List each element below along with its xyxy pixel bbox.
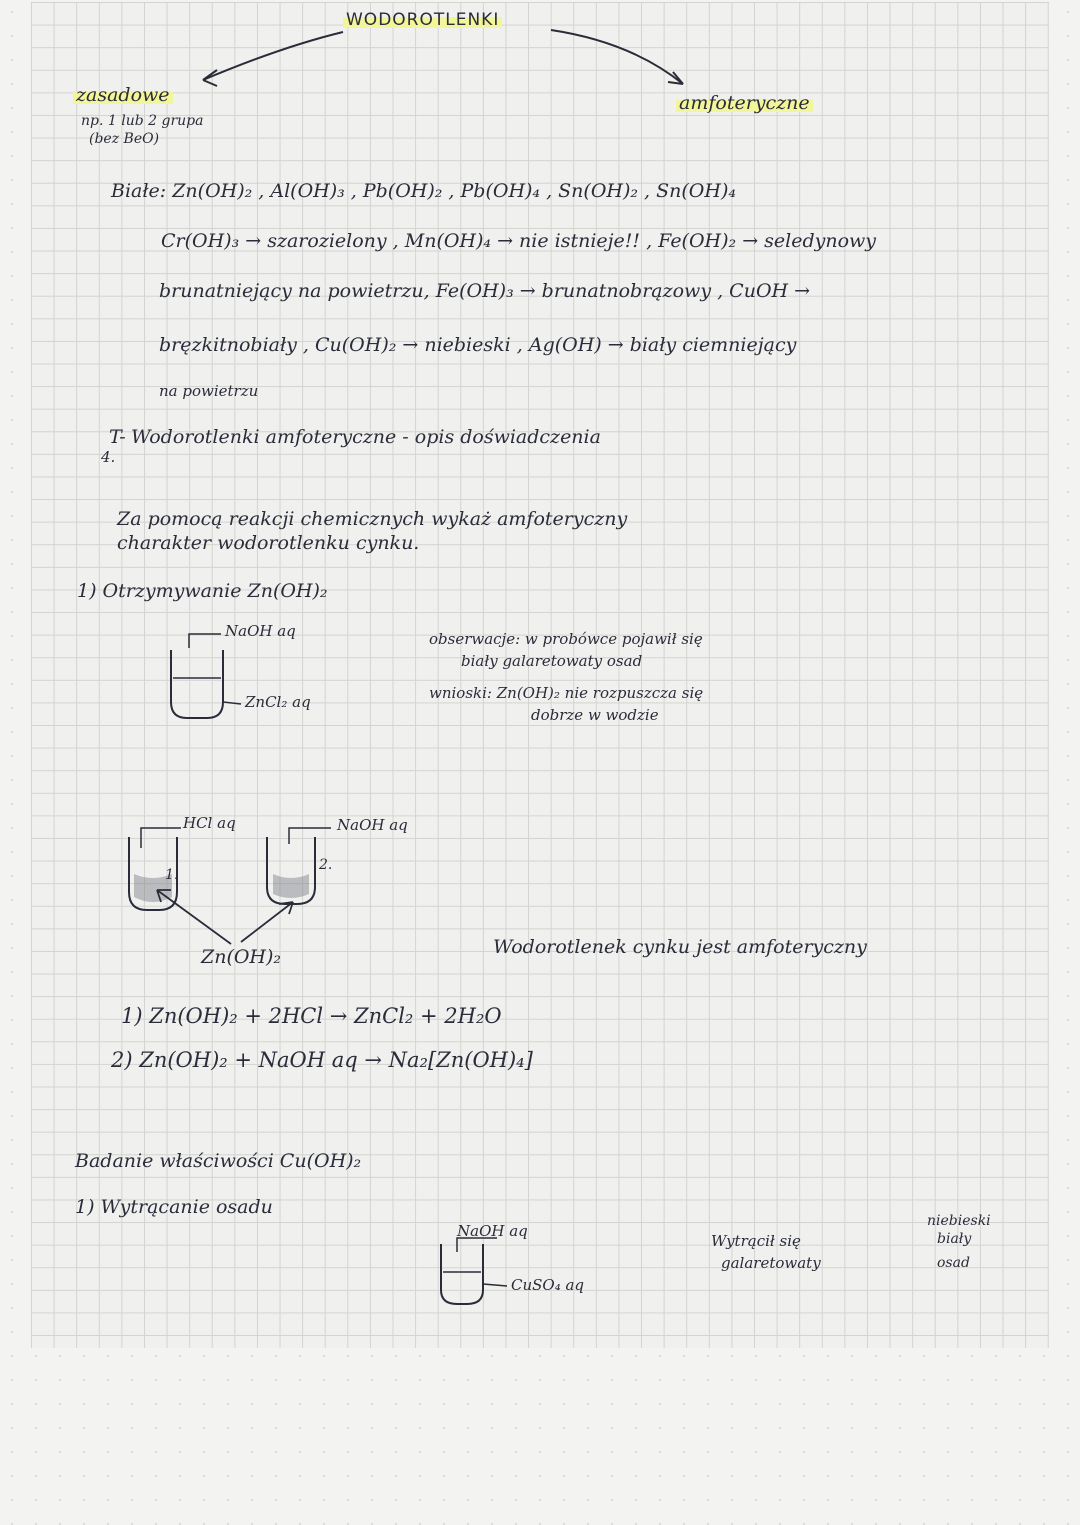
compound-label: Zn(OH)₂ [201, 946, 282, 968]
colors-line: Cr(OH)₃ → szarozielony , Mn(OH)₄ → nie istnieje!! , Fe(OH)₂ → seledynowy [161, 230, 877, 252]
page-title: WODOROTLENKI [343, 12, 502, 29]
reagent-label: HCl aq [183, 814, 236, 832]
reagent-label: CuSO₄ aq [511, 1276, 585, 1294]
tube-number: 2. [319, 857, 333, 873]
diagram-arrows [31, 2, 1049, 1348]
step-heading: 1) Wytrącanie osadu [75, 1196, 273, 1218]
observation-text: obserwacje: w probówce pojawił się [429, 630, 703, 648]
result-text: biały [937, 1231, 972, 1247]
observation-text: biały galaretowaty osad [461, 652, 643, 670]
reagent-label: NaOH aq [457, 1222, 528, 1240]
result-text: osad [937, 1255, 970, 1271]
section-heading: Badanie właściwości Cu(OH)₂ [75, 1150, 362, 1172]
result-text: galaretowaty [721, 1254, 821, 1272]
notebook-page [31, 2, 1049, 1348]
branch-zasadowe-note: np. 1 lub 2 grupa [81, 113, 204, 129]
branch-zasadowe: zasadowe [73, 86, 173, 105]
reagent-label: NaOH aq [225, 622, 296, 640]
task-text: Za pomocą reakcji chemicznych wykaż amfoteryczny [117, 508, 628, 530]
conclusion-text: dobrze w wodzie [531, 706, 659, 724]
reagent-label: ZnCl₂ aq [245, 693, 311, 711]
step-heading: 1) Otrzymywanie Zn(OH)₂ [77, 580, 328, 602]
experiment-conclusion: Wodorotlenek cynku jest amfoteryczny [493, 936, 867, 958]
topic-heading: Wodorotlenki amfoteryczne - opis doświadczenia [131, 426, 601, 448]
equation: 1) Zn(OH)₂ + 2HCl → ZnCl₂ + 2H₂O [121, 1004, 502, 1028]
result-text: niebieski [927, 1213, 991, 1229]
conclusion-text: wnioski: Zn(OH)₂ nie rozpuszcza się [429, 684, 704, 702]
result-text: Wytrącił się [711, 1232, 801, 1250]
topic-number: 4. [101, 448, 116, 466]
colors-line: Białe: Zn(OH)₂ , Al(OH)₃ , Pb(OH)₂ , Pb(OH)₄ , Sn(OH)₂ , Sn(OH)₄ [111, 180, 736, 202]
colors-line: bręzkitnobiały , Cu(OH)₂ → niebieski , Ag(OH) → biały ciemniejący [159, 334, 797, 356]
colors-line: brunatniejący na powietrzu, Fe(OH)₃ → brunatnobrązowy , CuOH → [159, 280, 811, 302]
task-text: charakter wodorotlenku cynku. [117, 532, 420, 554]
topic-prefix: T- [109, 426, 126, 448]
tube-number: 1. [165, 867, 179, 883]
reagent-label: NaOH aq [337, 816, 408, 834]
branch-amfoteryczne: amfoteryczne [676, 94, 813, 113]
colors-line: na powietrzu [159, 382, 259, 400]
equation: 2) Zn(OH)₂ + NaOH aq → Na₂[Zn(OH)₄] [111, 1048, 533, 1072]
branch-zasadowe-note: (bez BeO) [89, 131, 160, 147]
